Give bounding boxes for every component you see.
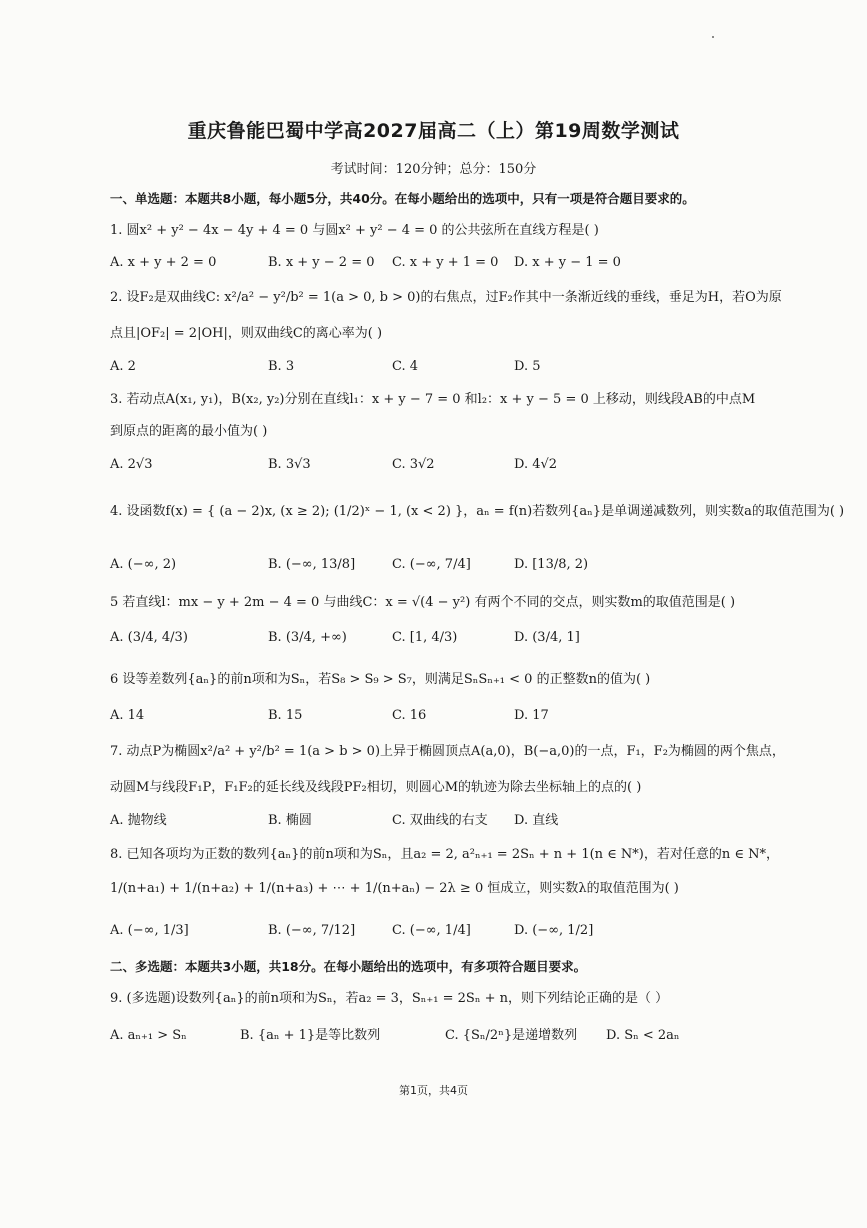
question-2-option-c: C. 4 <box>392 359 419 374</box>
page-number: 第1页，共4页 <box>399 1084 468 1097</box>
question-3-stem-line2: 到原点的距离的最小值为( ) <box>110 424 268 439</box>
question-5-option-a: A. (3/4, 4/3) <box>110 630 188 645</box>
question-9-option-b: B. {aₙ + 1}是等比数列 <box>240 1028 381 1043</box>
question-5-option-b: B. (3/4, +∞) <box>268 630 347 645</box>
question-8-stem-line1: 8. 已知各项均为正数的数列{aₙ}的前n项和为Sₙ，且a₂ = 2, a²ₙ₊₁ = 2Sₙ + n + 1(n ∈ N*)，若对任意的n ∈ N*， <box>110 847 779 862</box>
question-9-option-c: C. {Sₙ/2ⁿ}是递增数列 <box>445 1028 578 1043</box>
question-7-option-d: D. 直线 <box>514 813 559 828</box>
question-3-option-a: A. 2√3 <box>110 457 153 472</box>
question-4-option-c: C. (−∞, 7/4] <box>392 557 471 572</box>
question-1-option-b: B. x + y − 2 = 0 <box>268 255 375 270</box>
question-1-option-c: C. x + y + 1 = 0 <box>392 255 499 270</box>
question-9-option-a: A. aₙ₊₁ > Sₙ <box>110 1028 187 1043</box>
question-3-stem-line1: 3. 若动点A(x₁, y₁)，B(x₂, y₂)分别在直线l₁：x + y − 7 = 0 和l₂：x + y − 5 = 0 上移动，则线段AB的中点M <box>110 392 756 407</box>
question-3-option-b: B. 3√3 <box>268 457 311 472</box>
question-4-option-b: B. (−∞, 13/8] <box>268 557 356 572</box>
question-5-stem: 5 若直线l：mx − y + 2m − 4 = 0 与曲线C：x = √(4 − y²) 有两个不同的交点，则实数m的取值范围是( ) <box>110 595 736 610</box>
exam-subtitle: 考试时间：120分钟；总分：150分 <box>330 162 537 177</box>
question-8-option-d: D. (−∞, 1/2] <box>514 923 594 938</box>
question-5-option-c: C. [1, 4/3) <box>392 630 458 645</box>
scan-speck <box>712 36 714 38</box>
question-1-option-a: A. x + y + 2 = 0 <box>110 255 217 270</box>
question-5-option-d: D. (3/4, 1] <box>514 630 580 645</box>
question-6-option-d: D. 17 <box>514 708 549 723</box>
question-4-option-d: D. [13/8, 2) <box>514 557 589 572</box>
question-7-stem-line2: 动圆M与线段F₁P，F₁F₂的延长线及线段PF₂相切，则圆心M的轨迹为除去坐标轴上的点的( ) <box>110 780 642 795</box>
question-6-stem: 6 设等差数列{aₙ}的前n项和为Sₙ，若S₈ > S₉ > S₇，则满足SₙSₙ₊₁ < 0 的正整数n的值为( ) <box>110 672 651 687</box>
question-7-option-b: B. 椭圆 <box>268 813 312 828</box>
question-8-stem-line2: 1/(n+a₁) + 1/(n+a₂) + 1/(n+a₃) + ⋯ + 1/(n+aₙ) − 2λ ≥ 0 恒成立，则实数λ的取值范围为( ) <box>110 881 679 896</box>
question-6-option-a: A. 14 <box>110 708 145 723</box>
question-8-option-b: B. (−∞, 7/12] <box>268 923 356 938</box>
question-9-stem: 9. (多选题)设数列{aₙ}的前n项和为Sₙ，若a₂ = 3，Sₙ₊₁ = 2Sₙ + n，则下列结论正确的是（ ） <box>110 991 669 1006</box>
question-7-option-c: C. 双曲线的右支 <box>392 813 488 828</box>
question-3-option-c: C. 3√2 <box>392 457 435 472</box>
question-8-option-a: A. (−∞, 1/3] <box>110 923 189 938</box>
section-multi-choice: 二、多选题：本题共3小题，共18分。在每小题给出的选项中，有多项符合题目要求。 <box>110 959 587 974</box>
question-8-option-c: C. (−∞, 1/4] <box>392 923 471 938</box>
question-7-option-a: A. 抛物线 <box>110 813 167 828</box>
section-single-choice: 一、单选题：本题共8小题，每小题5分，共40分。在每小题给出的选项中，只有一项是符合题目要求的。 <box>110 191 695 206</box>
question-2-stem-line2: 点且|OF₂| = 2|OH|，则双曲线C的离心率为( ) <box>110 326 383 341</box>
question-4-option-a: A. (−∞, 2) <box>110 557 177 572</box>
question-1-option-d: D. x + y − 1 = 0 <box>514 255 621 270</box>
question-6-option-b: B. 15 <box>268 708 303 723</box>
question-1-stem: 1. 圆x² + y² − 4x − 4y + 4 = 0 与圆x² + y² − 4 = 0 的公共弦所在直线方程是( ) <box>110 223 599 238</box>
question-2-option-d: D. 5 <box>514 359 541 374</box>
question-2-option-a: A. 2 <box>110 359 136 374</box>
question-3-option-d: D. 4√2 <box>514 457 558 472</box>
question-6-option-c: C. 16 <box>392 708 427 723</box>
question-9-option-d: D. Sₙ < 2aₙ <box>606 1028 680 1043</box>
question-2-option-b: B. 3 <box>268 359 295 374</box>
question-7-stem-line1: 7. 动点P为椭圆x²/a² + y²/b² = 1(a > b > 0)上异于椭圆顶点A(a,0)，B(−a,0)的一点，F₁，F₂为椭圆的两个焦点， <box>110 744 785 759</box>
exam-title: 重庆鲁能巴蜀中学高2027届高二（上）第19周数学测试 <box>187 120 680 142</box>
question-2-stem-line1: 2. 设F₂是双曲线C: x²/a² − y²/b² = 1(a > 0, b > 0)的右焦点，过F₂作其中一条渐近线的垂线，垂足为H，若O为原 <box>110 290 782 305</box>
question-4-stem: 4. 设函数f(x) = { (a − 2)x, (x ≥ 2); (1/2)ˣ − 1, (x < 2) }，aₙ = f(n)若数列{aₙ}是单调递减数列，则实数a的取值范围为( ) <box>110 504 845 519</box>
